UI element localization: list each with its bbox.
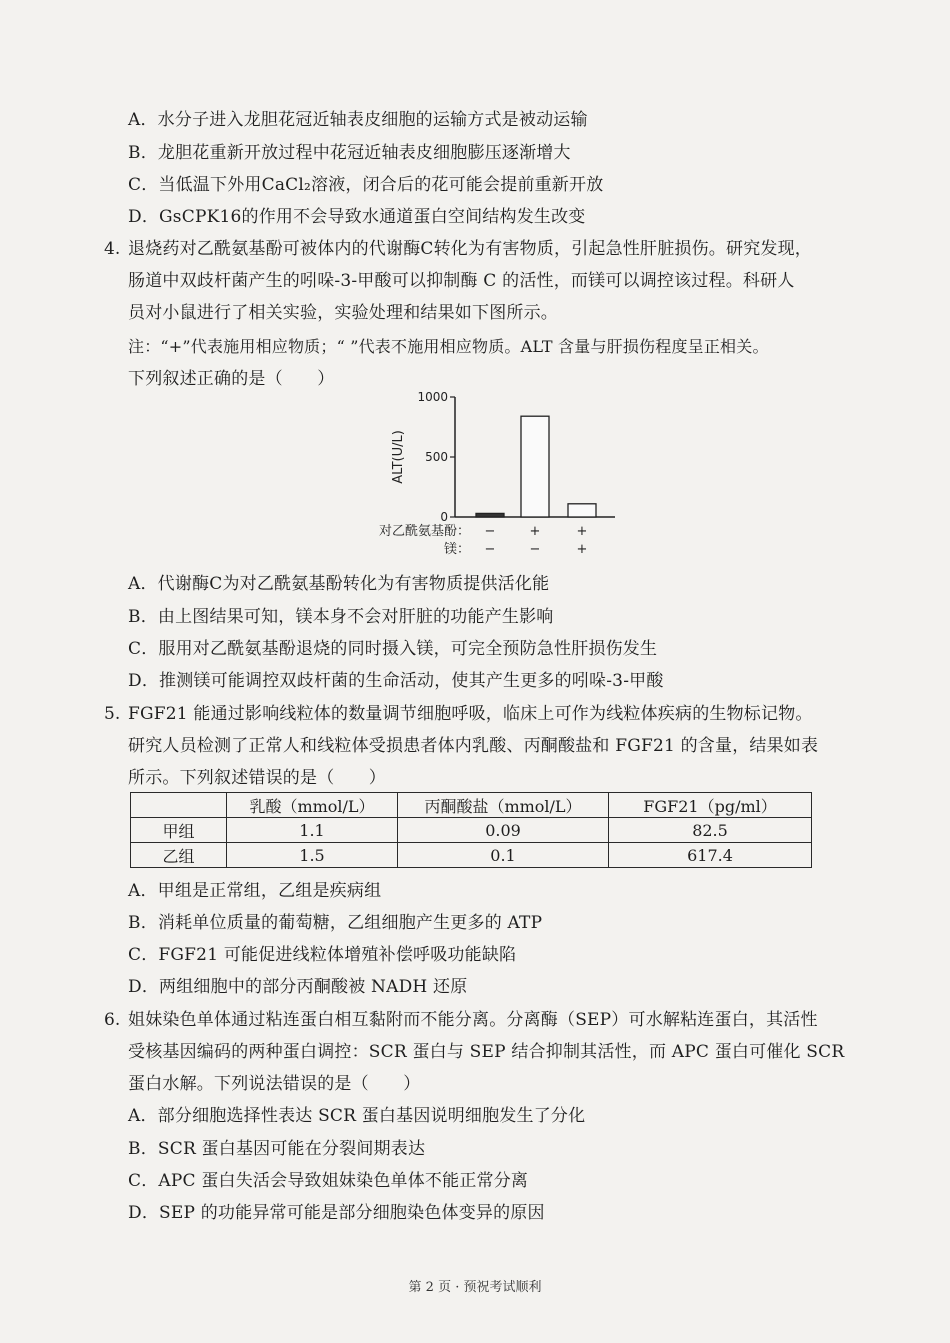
q4-stem-line-2: 肠道中双歧杆菌产生的吲哚-3-甲酸可以抑制酶 C 的活性，而镁可以调控该过程。科研人: [128, 271, 795, 291]
mg-sign-label: −: [529, 542, 541, 557]
q5-stem-line-1: FGF21 能通过影响线粒体的数量调节细胞呼吸，临床上可作为线粒体疾病的生物标记物。: [128, 704, 813, 724]
table-header-row: [131, 793, 812, 818]
q3-option-d: D．GsCPK16的作用不会导致水通道蛋白空间结构发生改变: [128, 207, 586, 227]
table-cell: 乙组: [131, 843, 227, 868]
q4-option-d: D．推测镁可能调控双歧杆菌的生命活动，使其产生更多的吲哚-3-甲酸: [128, 671, 664, 691]
q5-stem-line-2: 研究人员检测了正常人和线粒体受损患者体内乳酸、丙酮酸盐和 FGF21 的含量，结果如表: [128, 736, 819, 756]
q4-number: 4.: [104, 239, 121, 259]
q4-option-b: B．由上图结果可知，镁本身不会对肝脏的功能产生影响: [128, 607, 554, 627]
table-header-cell: 丙酮酸盐（mmol/L）: [398, 793, 609, 818]
q6-option-a: A．部分细胞选择性表达 SCR 蛋白基因说明细胞发生了分化: [128, 1106, 586, 1126]
q6-option-b: B．SCR 蛋白基因可能在分裂间期表达: [128, 1139, 426, 1159]
mg-sign-label: +: [576, 542, 588, 557]
row-label-drug: 对乙酰氨基酚：: [378, 524, 470, 539]
q6-number: 6.: [104, 1010, 121, 1030]
q6-stem-line-2: 受核基因编码的两种蛋白调控：SCR 蛋白与 SEP 结合抑制其活性，而 APC 蛋白可催化 SCR: [128, 1042, 845, 1062]
q5-option-b: B．消耗单位质量的葡萄糖，乙组细胞产生更多的 ATP: [128, 913, 543, 933]
q5-data-table: [130, 792, 812, 868]
q4-stem-line-1: 退烧药对乙酰氨基酚可被体内的代谢酶C转化为有害物质，引起急性肝脏损伤。研究发现，: [128, 239, 813, 259]
q3-option-c: C．当低温下外用CaCl₂溶液，闭合后的花可能会提前重新开放: [128, 175, 604, 195]
q5-option-d: D．两组细胞中的部分丙酮酸被 NADH 还原: [128, 977, 468, 997]
q3-option-a: A．水分子进入龙胆花冠近轴表皮细胞的运输方式是被动运输: [128, 110, 588, 130]
table-header-cell: 乳酸（mmol/L）: [227, 793, 398, 818]
y-tick-label: 500: [425, 450, 448, 464]
q4-question: 下列叙述正确的是（ ）: [128, 369, 335, 389]
q5-option-a: A．甲组是正常组，乙组是疾病组: [128, 881, 382, 901]
y-tick-label: 1000: [417, 390, 448, 404]
table-cell: 1.1: [227, 818, 398, 843]
q6-stem-line-3: 蛋白水解。下列说法错误的是（ ）: [128, 1074, 421, 1094]
q4-option-a: A．代谢酶C为对乙酰氨基酚转化为有害物质提供活化能: [128, 574, 550, 594]
row-label-mg: 镁：: [443, 542, 470, 557]
q5-number: 5.: [104, 704, 121, 724]
table-header-cell: FGF21（pg/ml）: [609, 793, 812, 818]
y-tick-label: 0: [440, 510, 448, 524]
q6-stem-line-1: 姐妹染色单体通过粘连蛋白相互黏附而不能分离。分离酶（SEP）可水解粘连蛋白，其活性: [128, 1010, 818, 1030]
q4-stem-line-3: 员对小鼠进行了相关实验，实验处理和结果如下图所示。: [128, 303, 558, 323]
table-cell: 617.4: [609, 843, 812, 868]
q6-option-c: C．APC 蛋白失活会导致姐妹染色单体不能正常分离: [128, 1171, 529, 1191]
bar: [476, 513, 504, 517]
table-cell: 82.5: [609, 818, 812, 843]
drug-sign-label: +: [576, 524, 588, 539]
table-cell: 甲组: [131, 818, 227, 843]
table-cell: 0.09: [398, 818, 609, 843]
table-row: [131, 843, 812, 868]
mg-sign-label: −: [484, 542, 496, 557]
q3-option-b: B．龙胆花重新开放过程中花冠近轴表皮细胞膨压逐渐增大: [128, 143, 571, 163]
drug-sign-label: +: [529, 524, 541, 539]
table-header-cell: [131, 793, 227, 818]
bar: [568, 504, 596, 517]
q4-option-c: C．服用对乙酰氨基酚退烧的同时摄入镁，可完全预防急性肝损伤发生: [128, 639, 658, 659]
q5-option-c: C．FGF21 可能促进线粒体增殖补偿呼吸功能缺陷: [128, 945, 517, 965]
alt-bar-chart: [360, 385, 640, 565]
page-footer: 第 2 页 · 预祝考试顺利: [408, 1280, 542, 1295]
q6-option-d: D．SEP 的功能异常可能是部分细胞染色体变异的原因: [128, 1203, 545, 1223]
bar: [521, 416, 549, 517]
y-axis-label: ALT(U/L): [391, 430, 406, 484]
table-row: [131, 818, 812, 843]
table-cell: 0.1: [398, 843, 609, 868]
drug-sign-label: −: [484, 524, 496, 539]
table-cell: 1.5: [227, 843, 398, 868]
q4-note: 注：“+”代表施用相应物质；“ ”代表不施用相应物质。ALT 含量与肝损伤程度呈正相关。: [128, 337, 769, 356]
q5-stem-line-3: 所示。下列叙述错误的是（ ）: [128, 768, 386, 788]
